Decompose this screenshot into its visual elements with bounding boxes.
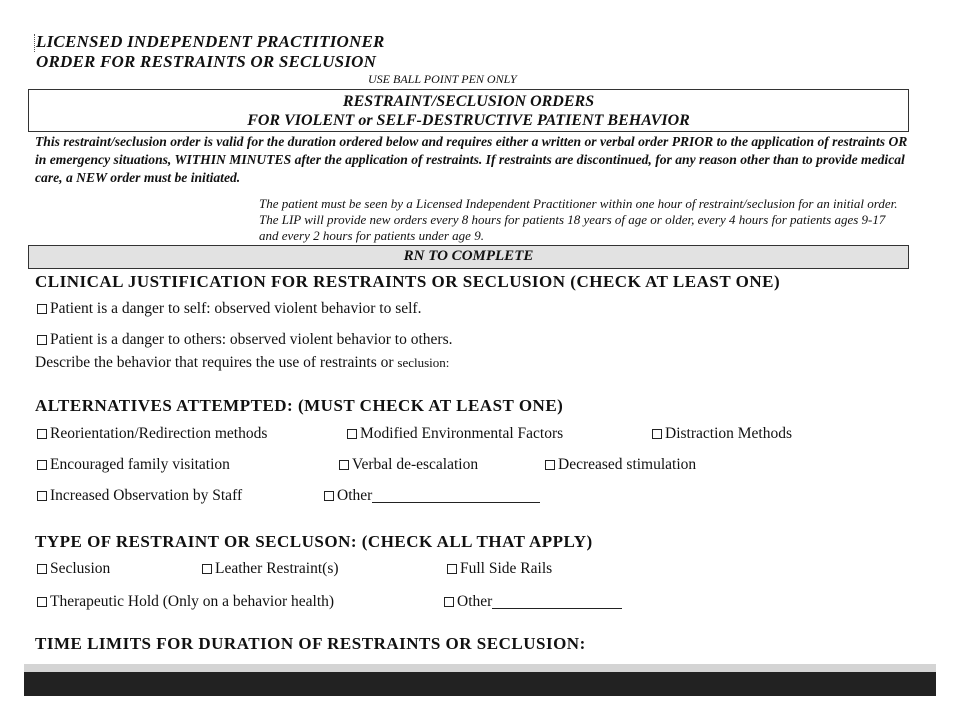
checkbox-alternatives-other[interactable] xyxy=(324,487,540,505)
other-fill-line[interactable] xyxy=(372,489,540,503)
checkbox-danger-to-others[interactable] xyxy=(37,331,452,349)
checkbox-box[interactable] xyxy=(339,460,349,470)
checkbox-box[interactable] xyxy=(37,460,47,470)
instructions-bold xyxy=(35,133,915,187)
instructions-bold-text: This restraint/seclusion order is valid for the duration ordered below and requires either a written or verbal order PRIOR to the application of restraints OR in emergency situations, WITHIN MINUTES after the application of restraints. If restraints are discontinued, for any reason other than to provide medical care, a NEW order must be initiated. xyxy=(35,134,908,185)
checkbox-label: Other xyxy=(337,487,373,504)
checkbox-full-side-rails[interactable] xyxy=(447,560,552,578)
orders-box-line-2: FOR VIOLENT or SELF-DESTRUCTIVE PATIENT BEHAVIOR xyxy=(247,112,690,129)
checkbox-seclusion[interactable] xyxy=(37,560,110,578)
checkbox-box[interactable] xyxy=(545,460,555,470)
checkbox-label: Decreased stimulation xyxy=(558,456,697,473)
describe-behavior-label xyxy=(35,354,449,372)
checkbox-family-visitation[interactable] xyxy=(37,456,230,474)
checkbox-label: Patient is a danger to others: observed violent behavior to others. xyxy=(50,331,453,348)
checkbox-label: Verbal de-escalation xyxy=(352,456,479,473)
checkbox-label: Modified Environmental Factors xyxy=(360,425,564,442)
footer-divider xyxy=(24,664,936,672)
checkbox-label: Reorientation/Redirection methods xyxy=(50,425,268,442)
describe-prefix: Describe the behavior that requires the use of restraints or xyxy=(35,354,394,371)
checkbox-verbal-deescalation[interactable] xyxy=(339,456,478,474)
checkbox-therapeutic-hold[interactable] xyxy=(37,593,334,611)
checkbox-box[interactable] xyxy=(347,429,357,439)
checkbox-box[interactable] xyxy=(202,564,212,574)
checkbox-box[interactable] xyxy=(37,564,47,574)
form-title-line-2: ORDER FOR RESTRAINTS OR SECLUSION xyxy=(36,52,377,71)
time-limits-heading: TIME LIMITS FOR DURATION OF RESTRAINTS OR SECLUSION: xyxy=(35,634,586,653)
checkbox-label: Therapeutic Hold (Only on a behavior health) xyxy=(50,593,335,610)
alternatives-heading: ALTERNATIVES ATTEMPTED: (MUST CHECK AT LEAST ONE) xyxy=(35,396,564,415)
checkbox-distraction[interactable] xyxy=(652,425,792,443)
checkbox-box[interactable] xyxy=(37,429,47,439)
orders-box-line-1: RESTRAINT/SECLUSION ORDERS xyxy=(342,93,595,110)
checkbox-label: Seclusion xyxy=(50,560,111,577)
checkbox-box[interactable] xyxy=(324,491,334,501)
checkbox-label: Other xyxy=(457,593,493,610)
checkbox-box[interactable] xyxy=(652,429,662,439)
pen-note: USE BALL POINT PEN ONLY xyxy=(368,72,517,86)
restraint-type-heading: TYPE OF RESTRAINT OR SECLUSON: (CHECK ALL THAT APPLY) xyxy=(35,532,593,551)
checkbox-box[interactable] xyxy=(37,597,47,607)
orders-box xyxy=(28,89,909,132)
checkbox-box[interactable] xyxy=(444,597,454,607)
checkbox-box[interactable] xyxy=(37,335,47,345)
checkbox-label: Distraction Methods xyxy=(665,425,792,442)
checkbox-modified-environment[interactable] xyxy=(347,425,563,443)
checkbox-box[interactable] xyxy=(37,304,47,314)
checkbox-label: Leather Restraint(s) xyxy=(215,560,339,577)
checkbox-label: Encouraged family visitation xyxy=(50,456,230,473)
checkbox-reorientation[interactable] xyxy=(37,425,267,443)
checkbox-type-other[interactable] xyxy=(444,593,622,611)
instructions-regular-text: The patient must be seen by a Licensed Independent Practitioner within one hour of restraint/seclusion for an initial order. The LIP will provide new orders every 8 hours for patients 18 years of age or older, every 4 hours for patients ages 9-17 and every 2 hours for patients under age 9. xyxy=(259,196,898,243)
form-title-line-1: LICENSED INDEPENDENT PRACTITIONER xyxy=(36,32,385,51)
other-fill-line[interactable] xyxy=(492,595,622,609)
checkbox-label: Increased Observation by Staff xyxy=(50,487,243,504)
clinical-heading: CLINICAL JUSTIFICATION FOR RESTRAINTS OR SECLUSION (CHECK AT LEAST ONE) xyxy=(35,272,781,291)
checkbox-decreased-stimulation[interactable] xyxy=(545,456,696,474)
checkbox-leather-restraint[interactable] xyxy=(202,560,339,578)
checkbox-label: Full Side Rails xyxy=(460,560,553,577)
rn-complete-box: RN TO COMPLETE xyxy=(28,245,909,269)
checkbox-increased-observation[interactable] xyxy=(37,487,242,505)
checkbox-danger-to-self[interactable] xyxy=(37,300,421,318)
instructions-regular-text-wrap xyxy=(259,196,899,244)
checkbox-box[interactable] xyxy=(37,491,47,501)
checkbox-label: Patient is a danger to self: observed violent behavior to self. xyxy=(50,300,422,317)
footer-bar xyxy=(24,672,936,696)
describe-suffix: seclusion: xyxy=(397,355,450,370)
checkbox-box[interactable] xyxy=(447,564,457,574)
